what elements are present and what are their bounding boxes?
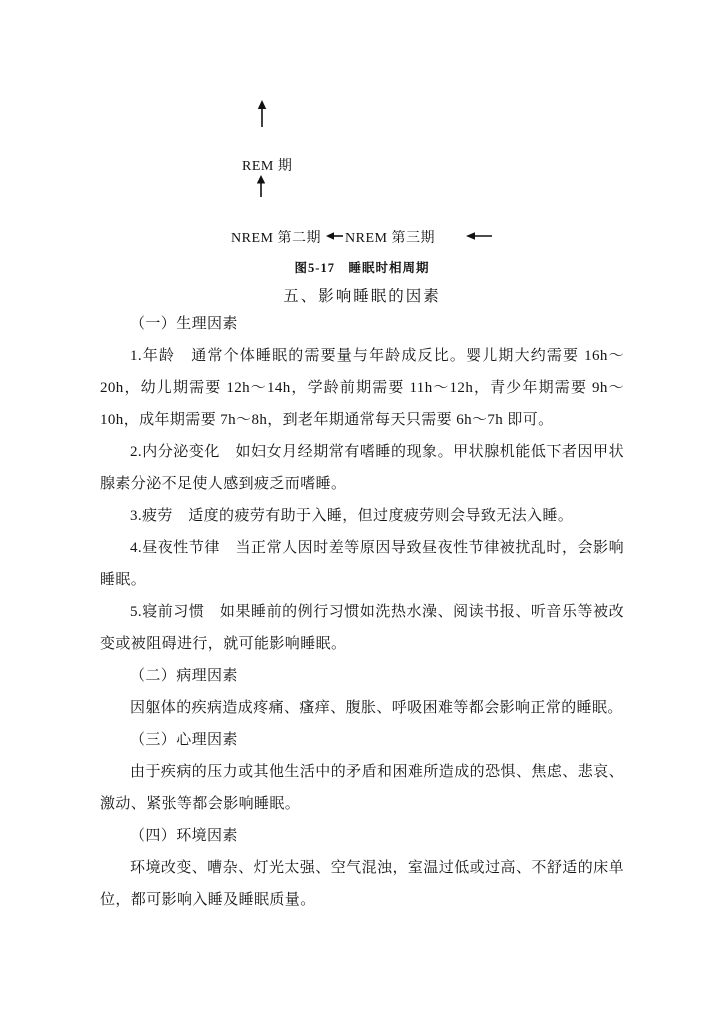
left-arrow-icon [466,231,493,241]
up-arrow-icon [256,100,268,128]
body-text [0,308,724,916]
sleep-phase-figure [0,0,724,278]
figure-label-nrem-stage3: NREM 第三期 [345,231,435,246]
paragraph-pathological: 因躯体的疾病造成疼痛、瘙痒、腹胀、呼吸困难等都会影响正常的睡眠。 [130,700,623,716]
paragraph-bedtime-habits: 5.寝前习惯 如果睡前的例行习惯如洗热水澡、阅读书报、听音乐等被改变或被阻碍进行，就可能影响睡眠。 [100,604,624,652]
paragraph-environmental: 环境改变、嘈杂、灯光太强、空气混浊，室温过低或过高、不舒适的床单位，都可影响入睡及睡眠质量。 [100,860,624,908]
paragraph-age: 1.年龄 通常个体睡眠的需要量与年龄成反比。婴儿期大约需要 16h～20h，幼儿期需要 12h～14h，学龄前期需要 11h～12h，青少年期需要 9h～10h，成年期需要 7h～8h，到老年期通常每天只需要 6h～7h 即可。 [100,348,624,428]
figure-caption: 图5-17 睡眠时相周期 [294,261,430,275]
paragraph-fatigue: 3.疲劳 适度的疲劳有助于入睡，但过度疲劳则会导致无法入睡。 [130,508,574,524]
paragraph-circadian-rhythm: 4.昼夜性节律 当正常人因时差等原因导致昼夜性节律被扰乱时，会影响睡眠。 [100,540,624,588]
subheading-physiological-factors: （一）生理因素 [130,316,238,332]
subheading-psychological-factors: （三）心理因素 [130,732,238,748]
figure-label-rem: REM 期 [242,159,293,174]
paragraph-psychological: 由于疾病的压力或其他生活中的矛盾和困难所造成的恐惧、焦虑、悲哀、激动、紧张等都会影响睡眠。 [100,764,624,812]
up-arrow-icon [255,175,267,198]
paragraph-endocrine: 2.内分泌变化 如妇女月经期常有嗜睡的现象。甲状腺机能低下者因甲状腺素分泌不足使人感到疲乏而嗜睡。 [100,444,624,492]
section-title: 五、影响睡眠的因素 [283,288,441,305]
figure-label-nrem-stage2: NREM 第二期 [231,231,321,246]
subheading-environmental-factors: （四）环境因素 [130,828,238,844]
subheading-pathological-factors: （二）病理因素 [130,668,238,684]
left-arrow-icon [326,231,344,241]
